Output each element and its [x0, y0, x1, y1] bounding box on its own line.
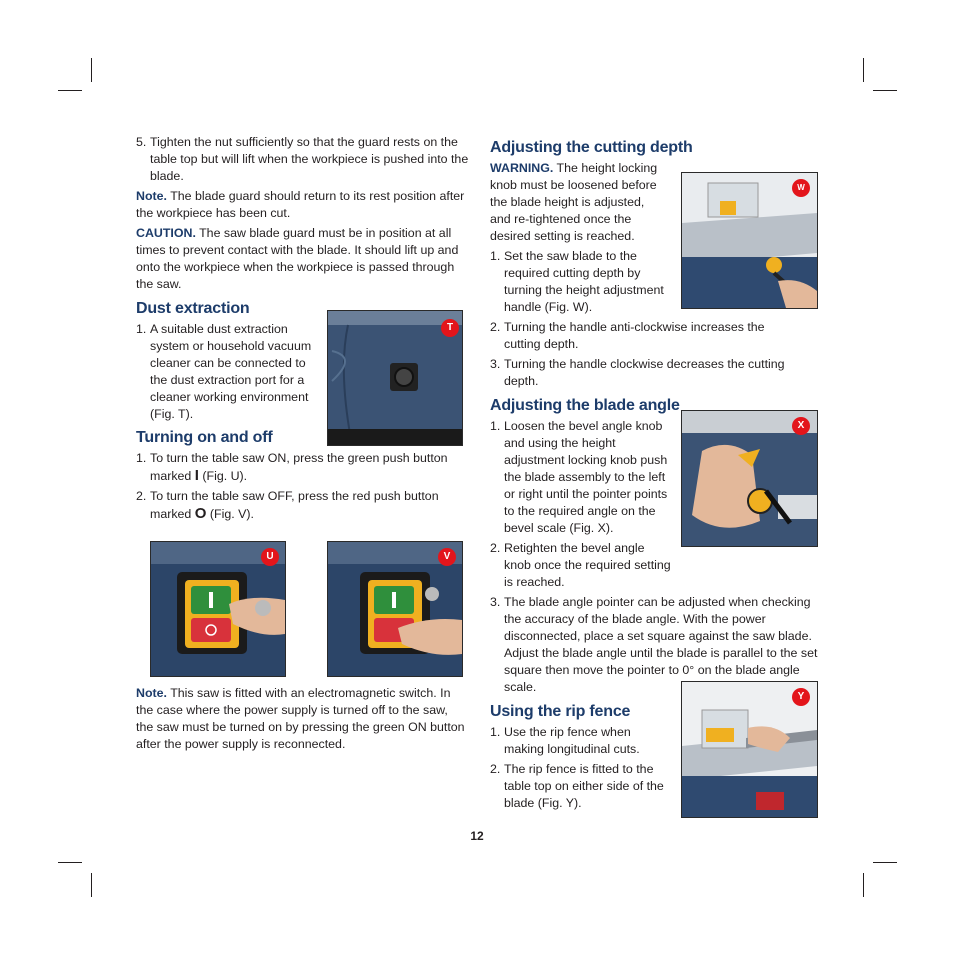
item-text: (Fig. U). — [198, 469, 248, 483]
item-number: 2. — [136, 489, 147, 503]
item-number: 1. — [490, 419, 501, 433]
item-text: The rip fence is fitted to the table top on either side of the blade (Fig. Y). — [504, 762, 664, 810]
warning-paragraph — [490, 160, 668, 245]
item-text: A suitable dust extraction system or household vacuum cleaner can be connected to the dust extraction port for a cleaner working environment (Fig. T). — [150, 322, 312, 421]
figure-badge: U — [261, 548, 279, 566]
page-number: 12 — [470, 829, 484, 843]
item-number: 3. — [490, 595, 501, 609]
item-text: Loosen the bevel angle knob and using the height adjustment locking knob push the blade assembly to the left or right until the pointer points to the required angle on the bevel scale (Fig. X). — [504, 419, 668, 535]
cutting-depth-heading: Adjusting the cutting depth — [490, 139, 693, 156]
rip-fence-heading: Using the rip fence — [490, 703, 631, 720]
list-item — [136, 450, 466, 485]
item-number: 3. — [490, 357, 501, 371]
crop-mark — [873, 90, 897, 91]
list-item — [490, 356, 820, 390]
note-label: Note. — [136, 189, 167, 203]
crop-mark — [863, 58, 864, 82]
note-paragraph — [136, 685, 466, 753]
figure-v-off-switch — [327, 541, 463, 677]
figure-badge: Y — [792, 688, 810, 706]
crop-mark — [91, 873, 92, 897]
warning-label: WARNING. — [490, 161, 554, 175]
item-number: 1. — [136, 322, 147, 336]
crop-mark — [58, 90, 82, 91]
caution-label: CAUTION. — [136, 226, 196, 240]
on-symbol: I — [194, 467, 199, 484]
figure-w-height-adjust — [681, 172, 818, 309]
item-text: To turn the table saw ON, press the green push button marked — [150, 451, 448, 483]
figure-badge: V — [438, 548, 456, 566]
list-item — [490, 761, 674, 812]
item-number: 1. — [136, 451, 147, 465]
note-text: This saw is fitted with an electromagnetic switch. In the case where the power supply is turned off to the saw, the saw must be turned on by pressing the green ON button after the power supply is reconnected. — [136, 686, 465, 751]
item-text: The blade angle pointer can be adjusted when checking the accuracy of the blade angle. With the power disconnected, place a set square against the saw blade. Adjust the blade angle until the blade is parallel to the set square then move the pointer to 0° on the blade angle scale. — [504, 595, 818, 694]
note-paragraph — [136, 188, 466, 222]
warning-text: The height locking knob must be loosened before the blade height is adjusted, and re-tightened once the desired setting is reached. — [490, 161, 658, 243]
list-item — [490, 319, 804, 353]
dust-extraction-heading: Dust extraction — [136, 300, 250, 317]
figure-u-on-switch — [150, 541, 286, 677]
figure-badge: X — [792, 417, 810, 435]
item-text: (Fig. V). — [206, 507, 254, 521]
item-text: Tighten the nut sufficiently so that the guard rests on the table top but will lift when the workpiece is pushed into the blade. — [150, 135, 469, 183]
crop-mark — [873, 862, 897, 863]
list-item — [136, 321, 312, 423]
item-number: 5. — [136, 135, 147, 149]
list-item — [490, 540, 674, 591]
item-number: 2. — [490, 762, 501, 776]
crop-mark — [58, 862, 82, 863]
blade-angle-heading: Adjusting the blade angle — [490, 397, 680, 414]
item-number: 2. — [490, 320, 501, 334]
item-text: Set the saw blade to the required cutting depth by turning the height adjustment handle (Fig. W). — [504, 249, 664, 314]
item-text: Turning the handle clockwise decreases the cutting depth. — [504, 357, 785, 388]
caution-paragraph — [136, 225, 466, 293]
item-number: 1. — [490, 249, 501, 263]
figure-badge: T — [441, 319, 459, 337]
crop-mark — [91, 58, 92, 82]
off-symbol: O — [194, 505, 207, 522]
item-text: Turning the handle anti-clockwise increases the cutting depth. — [504, 320, 765, 351]
list-item — [490, 724, 664, 758]
turning-on-off-heading: Turning on and off — [136, 429, 273, 446]
figure-badge: W — [792, 179, 810, 197]
list-item — [136, 134, 472, 185]
figure-x-bevel-angle — [681, 410, 818, 547]
list-item — [136, 488, 466, 523]
note-label: Note. — [136, 686, 167, 700]
figure-t-dust-port — [327, 310, 463, 446]
list-item — [490, 418, 674, 537]
note-text: The blade guard should return to its rest position after the workpiece has been cut. — [136, 189, 465, 220]
crop-mark — [863, 873, 864, 897]
item-text: To turn the table saw OFF, press the red push button marked — [150, 489, 439, 521]
list-item — [490, 248, 674, 316]
caution-text: The saw blade guard must be in position at all times to prevent contact with the blade. It should lift up and onto the workpiece when the workpiece is passed through the saw. — [136, 226, 459, 291]
item-number: 2. — [490, 541, 501, 555]
item-text: Use the rip fence when making longitudinal cuts. — [504, 725, 640, 756]
item-number: 1. — [490, 725, 501, 739]
item-text: Retighten the bevel angle knob once the required setting is reached. — [504, 541, 671, 589]
figure-y-rip-fence — [681, 681, 818, 818]
